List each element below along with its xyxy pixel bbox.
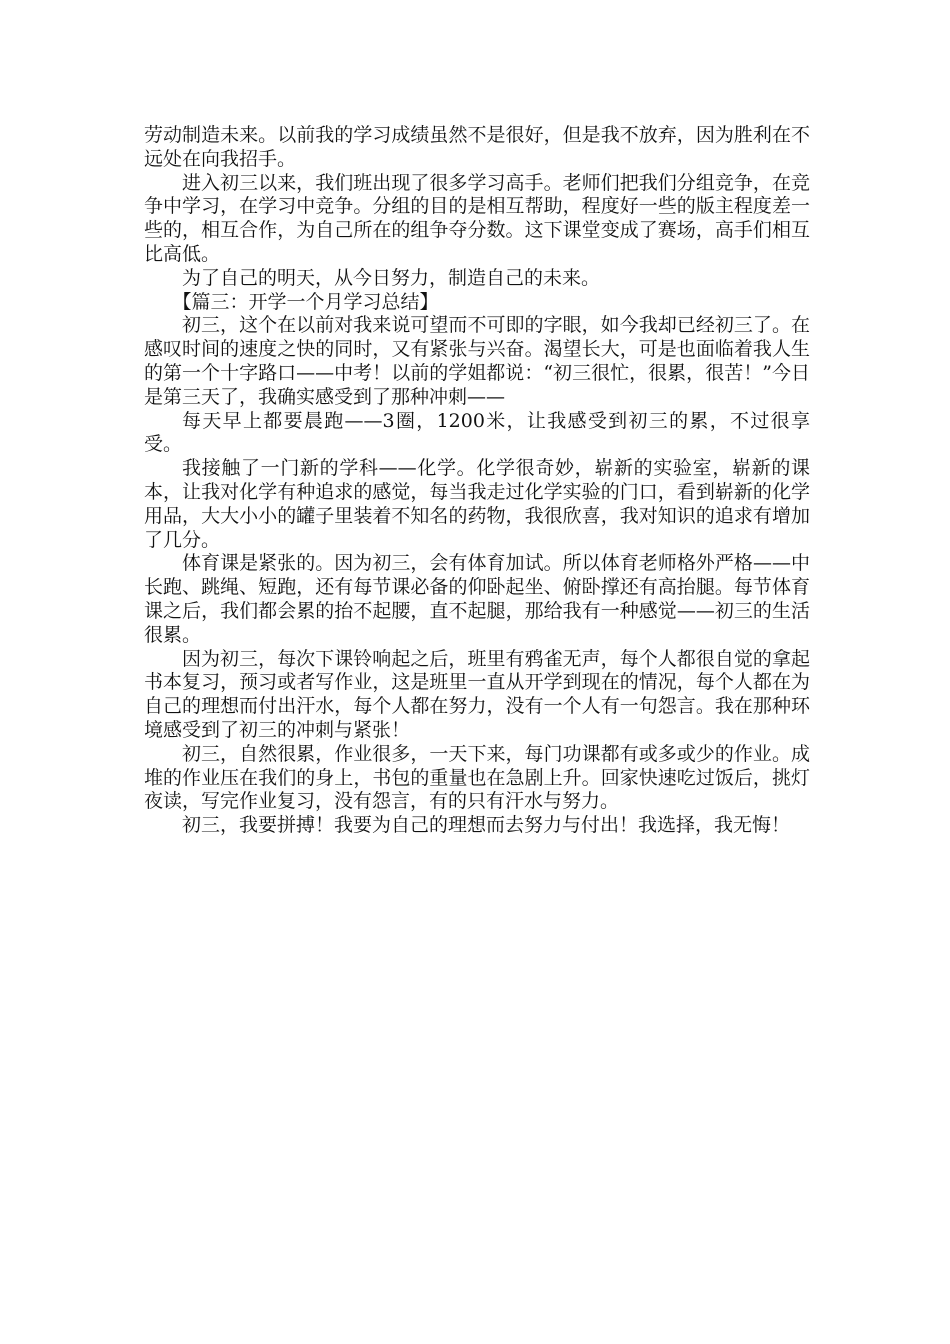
paragraph-4: 初三，这个在以前对我来说可望而不可即的字眼，如今我却已经初三了。在感叹时间的速度之快的同时，又有紧张与兴奋。渴望长大，可是也面临着我人生的第一个十字路口——中考！以前的学姐都说：“初三很忙，很累，很苦！”今日是第三天了，我确实感受到了那种冲刺—— (144, 314, 810, 408)
section-heading: 【篇三：开学一个月学习总结】 (172, 290, 439, 313)
paragraph-8: 因为初三，每次下课铃响起之后，班里有鸦雀无声，每个人都很自觉的拿起书本复习，预习或者写作业，这是班里一直从开学到现在的情况，每个人都在为自己的理想而付出汗水，每个人都在努力，没有一个人有一句怨言。我在那种环境感受到了初三的冲刺与紧张！ (144, 647, 810, 741)
paragraph-10: 初三，我要拼搏！我要为自己的理想而去努力与付出！我选择，我无悔！ (182, 814, 791, 837)
paragraph-5: 每天早上都要晨跑——3圈，1200米，让我感受到初三的累，不过很享受。 (144, 409, 810, 456)
paragraph-6: 我接触了一门新的学科——化学。化学很奇妙，崭新的实验室，崭新的课本，让我对化学有种追求的感觉，每当我走过化学实验的门口，看到崭新的化学用品，大大小小的罐子里装着不知名的药物，我很欣喜，我对知识的追求有增加了几分。 (144, 457, 810, 551)
paragraph-1: 劳动制造未来。以前我的学习成绩虽然不是很好，但是我不放弃，因为胜利在不远处在向我招手。 (144, 124, 810, 170)
paragraph-2: 进入初三以来，我们班出现了很多学习高手。老师们把我们分组竞争，在竞争中学习，在学习中竞争。分组的目的是相互帮助，程度好一些的版主程度差一些的，相互合作，为自己所在的组争夺分数。这下课堂变成了赛场，高手们相互比高低。 (144, 171, 810, 265)
paragraph-3: 为了自己的明天，从今日努力，制造自己的未来。 (182, 266, 601, 289)
paragraph-7: 体育课是紧张的。因为初三，会有体育加试。所以体育老师格外严格——中长跑、跳绳、短跑，还有每节课必备的仰卧起坐、俯卧撑还有高抬腿。每节体育课之后，我们都会累的抬不起腰，直不起腿，那给我有一种感觉——初三的生活很累。 (144, 552, 810, 646)
paragraph-9: 初三，自然很累，作业很多，一天下来，每门功课都有或多或少的作业。成堆的作业压在我们的身上，书包的重量也在急剧上升。回家快速吃过饭后，挑灯夜读，写完作业复习，没有怨言，有的只有汗水与努力。 (144, 742, 810, 813)
document-body (144, 124, 810, 838)
